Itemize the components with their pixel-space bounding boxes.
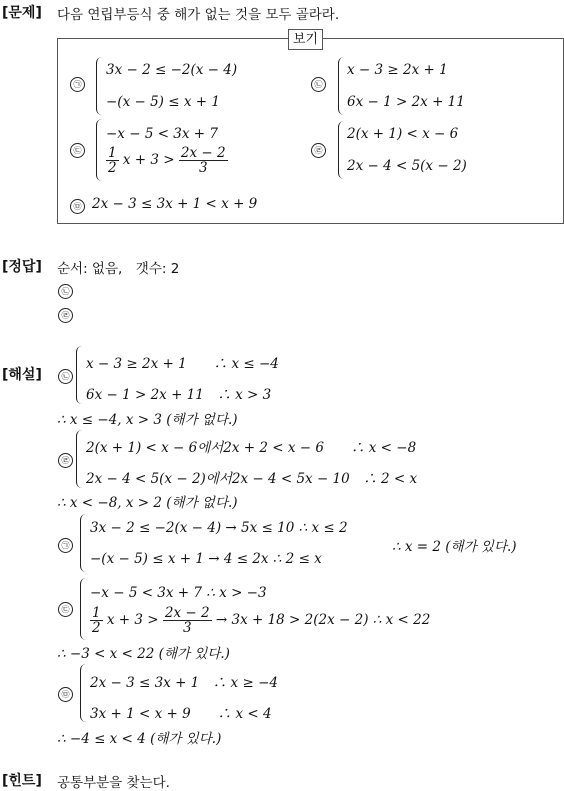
brace — [338, 121, 345, 179]
solution-label: [해설] — [2, 367, 42, 383]
item-1-line-2: −(x − 5) ≤ x + 1 — [106, 94, 220, 110]
item-mark-5: ㉤ — [70, 197, 85, 214]
solution-3-line-2: −(x − 5) ≤ x + 1 → 4 ≤ 2x ∴ 2 ≤ x — [90, 551, 322, 567]
answer-label: [정답] — [2, 259, 42, 275]
solution-1-line-1: x − 3 ≥ 2x + 1 ∴ x ≤ −4 — [86, 356, 279, 372]
problem-label: [문제] — [2, 5, 42, 21]
solution-mark-1: ㉡ — [58, 367, 73, 384]
item-4-line-1: 2(x + 1) < x − 6 — [347, 126, 459, 142]
brace — [80, 664, 87, 722]
solution-5-line-1: 2x − 3 ≤ 3x + 1 ∴ x ≥ −4 — [90, 675, 278, 691]
item-mark-4: ㉣ — [311, 141, 326, 158]
solution-5-line-2: 3x + 1 < x + 9 ∴ x < 4 — [90, 706, 272, 722]
solution-3-side: ∴ x = 2 (해가 있다.) — [392, 539, 517, 555]
brace — [338, 57, 345, 115]
problem-text: 다음 연립부등식 중 해가 없는 것을 모두 골라라. — [57, 7, 340, 23]
item-mark-1: ㉠ — [70, 75, 85, 92]
answer-mark-1: ㉡ — [58, 282, 73, 299]
solution-mark-2: ㉣ — [58, 451, 73, 468]
brace — [76, 430, 83, 488]
solution-1-line-2: 6x − 1 > 2x + 11 ∴ x > 3 — [86, 387, 272, 403]
solution-4-line-2: $\frac{1}{2}$ x + 3 > $\frac{2x - 2}{3}$ → 3x + 18 > 2(2x − 2) ∴ x < 22 — [92, 605, 431, 636]
item-mark-3: ㉢ — [70, 141, 85, 158]
solution-mark-3: ㉠ — [58, 536, 73, 553]
hint-text: 공통부분을 찾는다. — [57, 775, 170, 791]
item-5-line-1: 2x − 3 ≤ 3x + 1 < x + 9 — [92, 196, 258, 212]
item-3-line-2: $\frac{1}{2}$ x + 3 > $\frac{2x - 2}{3}$ — [108, 145, 226, 176]
item-2-line-2: 6x − 1 > 2x + 11 — [347, 94, 465, 110]
solution-4-line-1: −x − 5 < 3x + 7 ∴ x > −3 — [90, 585, 267, 601]
bogi-label: 보기 — [288, 29, 323, 50]
item-3-line-1: −x − 5 < 3x + 7 — [106, 126, 218, 142]
solution-1-result: ∴ x ≤ −4, x > 3 (해가 없다.) — [57, 412, 238, 428]
brace — [80, 514, 87, 572]
answer-mark-2: ㉣ — [58, 306, 73, 323]
solution-2-result: ∴ x < −8, x > 2 (해가 없다.) — [57, 495, 238, 511]
solution-mark-5: ㉤ — [58, 685, 73, 702]
item-4-line-2: 2x − 4 < 5(x − 2) — [347, 158, 467, 174]
solution-2-line-1: 2(x + 1) < x − 6에서2x + 2 < x − 6 ∴ x < −8 — [86, 440, 417, 456]
solution-mark-4: ㉢ — [58, 600, 73, 617]
solution-3-line-1: 3x − 2 ≤ −2(x − 4) → 5x ≤ 10 ∴ x ≤ 2 — [90, 520, 348, 536]
item-2-line-1: x − 3 ≥ 2x + 1 — [347, 62, 448, 78]
brace — [96, 119, 103, 181]
solution-2-line-2: 2x − 4 < 5(x − 2)에서2x − 4 < 5x − 10 ∴ 2 < x — [86, 471, 418, 487]
item-1-line-1: 3x − 2 ≤ −2(x − 4) — [106, 62, 238, 78]
item-mark-2: ㉡ — [311, 75, 326, 92]
answer-text: 순서: 없음, 갯수: 2 — [57, 261, 180, 277]
solution-4-result: ∴ −3 < x < 22 (해가 있다.) — [57, 646, 230, 662]
brace — [80, 578, 87, 640]
brace — [96, 57, 103, 115]
brace — [76, 346, 83, 404]
hint-label: [힌트] — [2, 773, 42, 789]
solution-5-result: ∴ −4 ≤ x < 4 (해가 있다.) — [57, 731, 222, 747]
